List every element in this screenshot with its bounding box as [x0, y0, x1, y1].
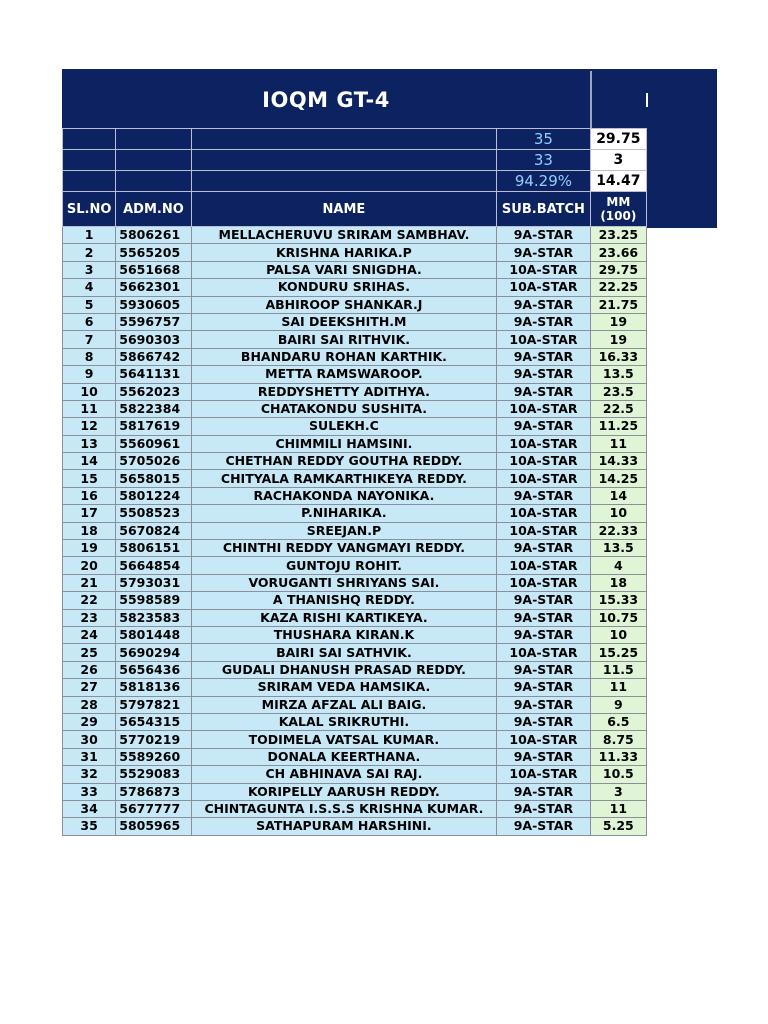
cell-name: MELLACHERUVU SRIRAM SAMBHAV.: [191, 227, 497, 244]
cell-adm-no: 5670824: [116, 522, 191, 539]
cell-sub-batch: 9A-STAR: [497, 487, 590, 504]
cell-name: PALSA VARI SNIGDHA.: [191, 261, 497, 278]
cell-adm-no: 5598589: [116, 592, 191, 609]
column-header-mm-label: MM: [606, 195, 631, 209]
cell-name: KALAL SRIKRUTHI.: [191, 713, 497, 730]
cell-mm: 15.25: [590, 644, 646, 661]
cell-sl-no: 11: [63, 400, 116, 417]
cell-name: VORUGANTI SHRIYANS SAI.: [191, 574, 497, 591]
table-row: [63, 487, 647, 504]
cell-mm: 11.5: [590, 661, 646, 678]
cell-name: CHITYALA RAMKARTHIKEYA REDDY.: [191, 470, 497, 487]
cell-sl-no: 26: [63, 661, 116, 678]
cell-name: GUDALI DHANUSH PRASAD REDDY.: [191, 661, 497, 678]
table-row: [63, 435, 647, 452]
cell-name: REDDYSHETTY ADITHYA.: [191, 383, 497, 400]
cell-name: P.NIHARIKA.: [191, 505, 497, 522]
cell-name: METTA RAMSWAROOP.: [191, 366, 497, 383]
table-header-row: [63, 192, 647, 227]
cell-mm: 5.25: [590, 818, 646, 835]
table-row: [63, 331, 647, 348]
cell-sl-no: 24: [63, 626, 116, 643]
table-row: [63, 540, 647, 557]
table-row: [63, 470, 647, 487]
table-row: [63, 679, 647, 696]
cell-sub-batch: 9A-STAR: [497, 244, 590, 261]
cell-adm-no: 5801448: [116, 626, 191, 643]
cell-mm: 11: [590, 679, 646, 696]
cell-sub-batch: 9A-STAR: [497, 748, 590, 765]
cell-sub-batch: 10A-STAR: [497, 453, 590, 470]
cell-name: BAIRI SAI RITHVIK.: [191, 331, 497, 348]
cell-sub-batch: 9A-STAR: [497, 366, 590, 383]
cell-adm-no: 5664854: [116, 557, 191, 574]
cell-sub-batch: 9A-STAR: [497, 313, 590, 330]
table-row: [63, 313, 647, 330]
cell-name: KORIPELLY AARUSH REDDY.: [191, 783, 497, 800]
cell-sl-no: 9: [63, 366, 116, 383]
cell-adm-no: 5641131: [116, 366, 191, 383]
cell-adm-no: 5651668: [116, 261, 191, 278]
cell-mm: 22.5: [590, 400, 646, 417]
cell-adm-no: 5705026: [116, 453, 191, 470]
cell-sub-batch: 10A-STAR: [497, 644, 590, 661]
cell-sl-no: 35: [63, 818, 116, 835]
cell-adm-no: 5822384: [116, 400, 191, 417]
cell-adm-no: 5817619: [116, 418, 191, 435]
cell-adm-no: 5806151: [116, 540, 191, 557]
table-row: [63, 574, 647, 591]
table-row: [63, 348, 647, 365]
cell-adm-no: 5565205: [116, 244, 191, 261]
cell-adm-no: 5508523: [116, 505, 191, 522]
cell-sl-no: 17: [63, 505, 116, 522]
cell-sub-batch: 9A-STAR: [497, 696, 590, 713]
table-row: [63, 505, 647, 522]
table-row: [63, 731, 647, 748]
cell-sl-no: 16: [63, 487, 116, 504]
summary-row-attended: [63, 150, 647, 171]
cell-mm: 14.25: [590, 470, 646, 487]
table-row: [63, 661, 647, 678]
cell-sub-batch: 10A-STAR: [497, 331, 590, 348]
cell-mm: 22.33: [590, 522, 646, 539]
cell-sub-batch: 10A-STAR: [497, 731, 590, 748]
cell-adm-no: 5930605: [116, 296, 191, 313]
cell-adm-no: 5662301: [116, 279, 191, 296]
cell-sub-batch: 10A-STAR: [497, 435, 590, 452]
cell-sl-no: 29: [63, 713, 116, 730]
cell-sl-no: 33: [63, 783, 116, 800]
cell-mm: 10.5: [590, 766, 646, 783]
cell-sub-batch: 10A-STAR: [497, 766, 590, 783]
cell-adm-no: 5560961: [116, 435, 191, 452]
cell-sl-no: 10: [63, 383, 116, 400]
cell-mm: 23.66: [590, 244, 646, 261]
cell-name: SATHAPURAM HARSHINI.: [191, 818, 497, 835]
cell-sl-no: 19: [63, 540, 116, 557]
cell-adm-no: 5823583: [116, 609, 191, 626]
cell-sl-no: 34: [63, 800, 116, 817]
cell-name: CHETHAN REDDY GOUTHA REDDY.: [191, 453, 497, 470]
results-table: [62, 128, 647, 836]
cell-sl-no: 27: [63, 679, 116, 696]
column-header-batch: SUB.BATCH: [497, 192, 590, 227]
column-header-adm: ADM.NO: [116, 192, 191, 227]
table-row: [63, 400, 647, 417]
cell-adm-no: 5793031: [116, 574, 191, 591]
table-row: [63, 696, 647, 713]
cell-sub-batch: 10A-STAR: [497, 574, 590, 591]
cell-sl-no: 6: [63, 313, 116, 330]
cell-adm-no: 5770219: [116, 731, 191, 748]
cell-mm: 10: [590, 505, 646, 522]
cell-adm-no: 5805965: [116, 818, 191, 835]
cell-name: SAI DEEKSHITH.M: [191, 313, 497, 330]
table-row: [63, 279, 647, 296]
cell-name: CHATAKONDU SUSHITA.: [191, 400, 497, 417]
cell-name: DONALA KEERTHANA.: [191, 748, 497, 765]
cell-sub-batch: 10A-STAR: [497, 557, 590, 574]
cell-adm-no: 5806261: [116, 227, 191, 244]
cell-sub-batch: 9A-STAR: [497, 418, 590, 435]
cell-adm-no: 5562023: [116, 383, 191, 400]
cell-name: RACHAKONDA NAYONIKA.: [191, 487, 497, 504]
cell-sub-batch: 10A-STAR: [497, 400, 590, 417]
cell-name: THUSHARA KIRAN.K: [191, 626, 497, 643]
cell-sl-no: 22: [63, 592, 116, 609]
cell-sub-batch: 10A-STAR: [497, 522, 590, 539]
cell-name: CH ABHINAVA SAI RAJ.: [191, 766, 497, 783]
summary-row-percent: [63, 171, 647, 192]
cell-sub-batch: 10A-STAR: [497, 261, 590, 278]
cell-mm: 11: [590, 435, 646, 452]
column-header-mm-max: (100): [600, 209, 637, 223]
cell-mm: 11.25: [590, 418, 646, 435]
cell-sl-no: 31: [63, 748, 116, 765]
summary-attended-count: 33: [497, 150, 590, 171]
cell-sub-batch: 9A-STAR: [497, 592, 590, 609]
cell-adm-no: 5801224: [116, 487, 191, 504]
cell-mm: 10: [590, 626, 646, 643]
table-row: [63, 766, 647, 783]
cell-adm-no: 5677777: [116, 800, 191, 817]
table-row: [63, 748, 647, 765]
cell-sl-no: 25: [63, 644, 116, 661]
cell-sl-no: 2: [63, 244, 116, 261]
cell-adm-no: 5589260: [116, 748, 191, 765]
cell-sl-no: 32: [63, 766, 116, 783]
cell-mm: 3: [590, 783, 646, 800]
cell-adm-no: 5654315: [116, 713, 191, 730]
cell-sl-no: 28: [63, 696, 116, 713]
cell-sl-no: 8: [63, 348, 116, 365]
cell-name: ABHIROOP SHANKAR.J: [191, 296, 497, 313]
table-row: [63, 418, 647, 435]
table-row: [63, 800, 647, 817]
cell-mm: 16.33: [590, 348, 646, 365]
cell-mm: 19: [590, 313, 646, 330]
table-row: [63, 366, 647, 383]
cell-sl-no: 13: [63, 435, 116, 452]
table-row: [63, 644, 647, 661]
summary-row-total: [63, 129, 647, 150]
cell-adm-no: 5690303: [116, 331, 191, 348]
cell-sub-batch: 10A-STAR: [497, 279, 590, 296]
summary-total-count: 35: [497, 129, 590, 150]
cell-name: KRISHNA HARIKA.P: [191, 244, 497, 261]
cell-sl-no: 30: [63, 731, 116, 748]
summary-average-mark: 14.47: [590, 171, 646, 192]
cell-sub-batch: 9A-STAR: [497, 661, 590, 678]
cell-adm-no: 5658015: [116, 470, 191, 487]
cell-mm: 29.75: [590, 261, 646, 278]
cell-name: CHIMMILI HAMSINI.: [191, 435, 497, 452]
cell-sub-batch: 9A-STAR: [497, 296, 590, 313]
table-row: [63, 609, 647, 626]
column-header-name: NAME: [191, 192, 497, 227]
cell-name: SULEKH.C: [191, 418, 497, 435]
cell-name: CHINTHI REDDY VANGMAYI REDDY.: [191, 540, 497, 557]
cell-mm: 14: [590, 487, 646, 504]
cell-sl-no: 14: [63, 453, 116, 470]
cell-mm: 18: [590, 574, 646, 591]
cell-sub-batch: 9A-STAR: [497, 609, 590, 626]
cell-sub-batch: 9A-STAR: [497, 800, 590, 817]
cell-mm: 11.33: [590, 748, 646, 765]
cell-name: BHANDARU ROHAN KARTHIK.: [191, 348, 497, 365]
cell-adm-no: 5786873: [116, 783, 191, 800]
summary-max-mark: 29.75: [590, 129, 646, 150]
cell-adm-no: 5529083: [116, 766, 191, 783]
summary-attendance-percent: 94.29%: [497, 171, 590, 192]
cell-mm: 14.33: [590, 453, 646, 470]
cell-mm: 19: [590, 331, 646, 348]
cell-adm-no: 5818136: [116, 679, 191, 696]
table-row: [63, 453, 647, 470]
cell-sub-batch: 10A-STAR: [497, 470, 590, 487]
table-row: [63, 227, 647, 244]
cell-name: MIRZA AFZAL ALI BAIG.: [191, 696, 497, 713]
cell-mm: 8.75: [590, 731, 646, 748]
cell-name: KONDURU SRIHAS.: [191, 279, 497, 296]
cell-mm: 10.75: [590, 609, 646, 626]
cell-mm: 6.5: [590, 713, 646, 730]
cell-sl-no: 18: [63, 522, 116, 539]
table-row: [63, 592, 647, 609]
cell-sl-no: 21: [63, 574, 116, 591]
table-row: [63, 557, 647, 574]
summary-min-mark: 3: [590, 150, 646, 171]
cell-sub-batch: 9A-STAR: [497, 383, 590, 400]
cell-adm-no: 5596757: [116, 313, 191, 330]
table-row: [63, 261, 647, 278]
cell-sl-no: 4: [63, 279, 116, 296]
cell-sub-batch: 9A-STAR: [497, 626, 590, 643]
cell-name: SREEJAN.P: [191, 522, 497, 539]
cell-name: A THANISHQ REDDY.: [191, 592, 497, 609]
table-row: [63, 296, 647, 313]
cell-sl-no: 1: [63, 227, 116, 244]
cell-sub-batch: 9A-STAR: [497, 713, 590, 730]
cell-sl-no: 3: [63, 261, 116, 278]
table-row: [63, 244, 647, 261]
cell-sub-batch: 9A-STAR: [497, 818, 590, 835]
cell-name: GUNTOJU ROHIT.: [191, 557, 497, 574]
cell-adm-no: 5690294: [116, 644, 191, 661]
cell-sl-no: 12: [63, 418, 116, 435]
cell-sl-no: 5: [63, 296, 116, 313]
cell-mm: 4: [590, 557, 646, 574]
cell-name: SRIRAM VEDA HAMSIKA.: [191, 679, 497, 696]
cell-sub-batch: 10A-STAR: [497, 505, 590, 522]
column-header-sl: SL.NO: [63, 192, 116, 227]
cell-adm-no: 5797821: [116, 696, 191, 713]
cell-mm: 11: [590, 800, 646, 817]
cell-mm: 21.75: [590, 296, 646, 313]
table-row: [63, 383, 647, 400]
cell-sl-no: 20: [63, 557, 116, 574]
cell-sub-batch: 9A-STAR: [497, 783, 590, 800]
cell-mm: 9: [590, 696, 646, 713]
table-row: [63, 713, 647, 730]
table-row: [63, 522, 647, 539]
cell-mm: 13.5: [590, 540, 646, 557]
cell-name: CHINTAGUNTA I.S.S.S KRISHNA KUMAR.: [191, 800, 497, 817]
cell-adm-no: 5866742: [116, 348, 191, 365]
cell-name: KAZA RISHI KARTIKEYA.: [191, 609, 497, 626]
cell-sub-batch: 9A-STAR: [497, 227, 590, 244]
table-row: [63, 626, 647, 643]
cell-sl-no: 7: [63, 331, 116, 348]
cell-mm: 22.25: [590, 279, 646, 296]
page-title: IOQM GT-4: [262, 87, 390, 112]
cell-adm-no: 5656436: [116, 661, 191, 678]
table-row: [63, 783, 647, 800]
cell-mm: 13.5: [590, 366, 646, 383]
cell-sub-batch: 9A-STAR: [497, 679, 590, 696]
cell-sub-batch: 9A-STAR: [497, 540, 590, 557]
cell-name: TODIMELA VATSAL KUMAR.: [191, 731, 497, 748]
cell-sl-no: 15: [63, 470, 116, 487]
cell-sub-batch: 9A-STAR: [497, 348, 590, 365]
header-right-cell: [590, 71, 648, 128]
cell-mm: 23.25: [590, 227, 646, 244]
column-header-mm: [590, 192, 646, 227]
table-row: [63, 818, 647, 835]
cell-mm: 23.5: [590, 383, 646, 400]
cell-name: BAIRI SAI SATHVIK.: [191, 644, 497, 661]
cell-mm: 15.33: [590, 592, 646, 609]
cell-sl-no: 23: [63, 609, 116, 626]
